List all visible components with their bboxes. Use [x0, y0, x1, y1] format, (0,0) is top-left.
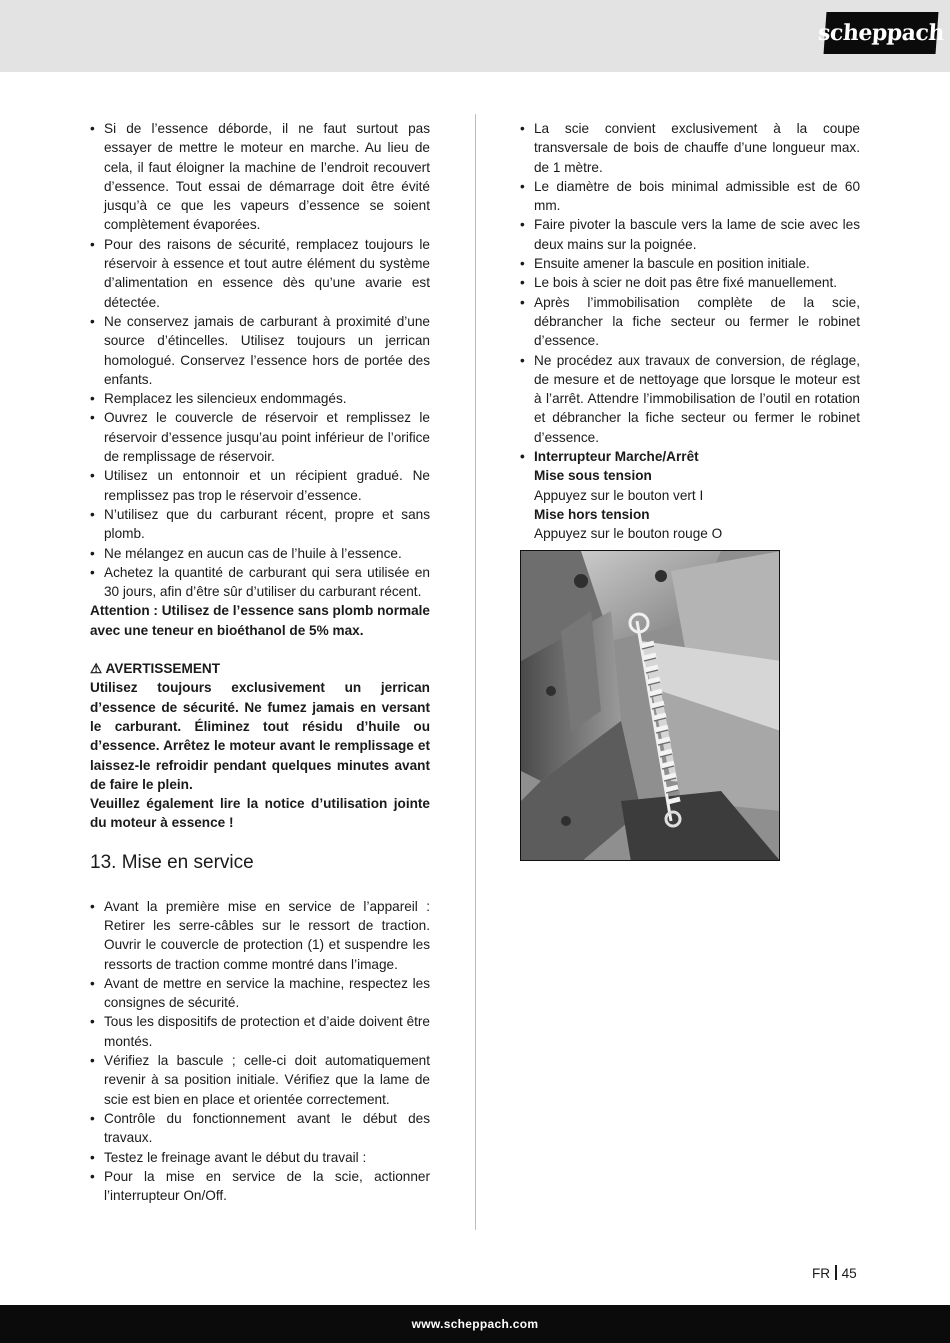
- list-item: • Tous les dispositifs de protection et d’aide doivent être montés.: [90, 1012, 430, 1051]
- power-on-text: Appuyez sur le bouton vert I: [534, 487, 704, 503]
- warning-text: Utilisez toujours exclusivement un jerrican d’essence de sécurité. Ne fumez jamais en versant le carburant. Éliminez tout résidu d’huile ou d’essence. Arrêtez le moteur avant le remplissage et laissez-le refroidir pendant quelques minutes avant de faire le plein.: [90, 680, 430, 792]
- commissioning-list: [90, 897, 430, 1206]
- list-item: • Testez le freinage avant le début du travail :: [90, 1148, 430, 1167]
- brand-logo: scheppach: [824, 12, 939, 54]
- list-item: • La scie convient exclusivement à la coupe transversale de bois de chauffe d’une longueur max. de 1 mètre.: [520, 119, 860, 177]
- list-item: • N’utilisez que du carburant récent, propre et sans plomb.: [90, 505, 430, 544]
- list-item: • Achetez la quantité de carburant qui sera utilisée en 30 jours, afin d’être sûr d’utiliser du carburant récent.: [90, 563, 430, 602]
- list-item: • Le bois à scier ne doit pas être fixé manuellement.: [520, 273, 860, 292]
- power-off-text: Appuyez sur le bouton rouge O: [534, 526, 723, 542]
- list-item: • Avant de mettre en service la machine, respectez les consignes de sécurité.: [90, 974, 430, 1013]
- footer-band: [0, 1305, 950, 1343]
- list-item: • Remplacez les silencieux endommagés.: [90, 389, 430, 408]
- list-item: • Ouvrez le couvercle de réservoir et remplissez le réservoir d’essence jusqu’au point inférieur de l’orifice de remplissage de réservoir.: [90, 408, 430, 466]
- fuel-safety-list: [90, 119, 430, 601]
- spring-photo: [520, 550, 780, 861]
- switch-title: • Interrupteur Marche/Arrêt: [534, 449, 699, 465]
- section-title: 13. Mise en service: [90, 851, 254, 873]
- list-item: • Ne procédez aux travaux de conversion, de réglage, de mesure et de nettoyage que lorsque le moteur est à l’arrêt. Attendre l’immobilisation de l’outil en rotation et débrancher la fiche secteur ou fermer le robinet d’essence.: [520, 351, 860, 447]
- list-item: • Le diamètre de bois minimal admissible est de 60 mm.: [520, 177, 860, 216]
- list-item: • Ne conservez jamais de carburant à proximité d’une source d’étincelles. Utilisez toujours un jerrican homologué. Conservez l’essence hors de portée des enfants.: [90, 312, 430, 389]
- page-separator: [835, 1265, 837, 1280]
- header-band: [0, 0, 950, 72]
- list-item: • Ensuite amener la bascule en position initiale.: [520, 254, 860, 273]
- list-item: • Vérifiez la bascule ; celle-ci doit automatiquement revenir à sa position initiale. Vérifiez que la lame de scie est bien en place et orientée correctement.: [90, 1051, 430, 1109]
- page-number: [812, 1265, 857, 1281]
- list-item: • Ne mélangez en aucun cas de l’huile à l’essence.: [90, 544, 430, 563]
- list-item: • Après l’immobilisation complète de la scie, débrancher la fiche secteur ou fermer le robinet d’essence.: [520, 293, 860, 351]
- list-item: • Si de l’essence déborde, il ne faut surtout pas essayer de mettre le moteur en marche. Au lieu de cela, il faut éloigner la machine de l’endroit recouvert d’essence. Tout essai de démarrage doit être évité jusqu’à ce que les vapeurs d’essence se soient complètement évaporées.: [90, 119, 430, 235]
- right-column: [520, 119, 860, 544]
- power-on-title: Mise sous tension: [534, 468, 652, 484]
- language-code: FR: [812, 1266, 831, 1281]
- warning-text-manual: Veuillez également lire la notice d’utilisation jointe du moteur à essence !: [90, 796, 430, 831]
- list-item: • Avant la première mise en service de l’appareil : Retirer les serre-câbles sur le ressort de traction. Ouvrir le couvercle de protection (1) et suspendre les ressorts de traction comme montré dans l’image.: [90, 897, 430, 974]
- list-item: • Pour la mise en service de la scie, actionner l’interrupteur On/Off.: [90, 1167, 430, 1206]
- list-item: • Contrôle du fonctionnement avant le début des travaux.: [90, 1109, 430, 1148]
- left-column: [90, 119, 430, 1205]
- page-number-value: 45: [841, 1266, 857, 1281]
- list-item: • Pour des raisons de sécurité, remplacez toujours le réservoir à essence et tout autre élément du système d’alimentation en essence dès qu’une avarie est détectée.: [90, 235, 430, 312]
- operation-list: [520, 119, 860, 544]
- list-item: • Faire pivoter la bascule vers la lame de scie avec les deux mains sur la poignée.: [520, 215, 860, 254]
- attention-note: Attention : Utilisez de l’essence sans plomb normale avec une teneur en bioéthanol de 5% max.: [90, 603, 430, 638]
- spring-illustration: [521, 551, 780, 861]
- list-item: • Utilisez un entonnoir et un récipient gradué. Ne remplissez pas trop le réservoir d’essence.: [90, 466, 430, 505]
- power-off-title: Mise hors tension: [534, 506, 650, 522]
- switch-item: [520, 447, 860, 543]
- column-divider: [475, 114, 476, 1230]
- website-url[interactable]: www.scheppach.com: [411, 1317, 539, 1331]
- warning-title: ⚠ AVERTISSEMENT: [90, 661, 221, 677]
